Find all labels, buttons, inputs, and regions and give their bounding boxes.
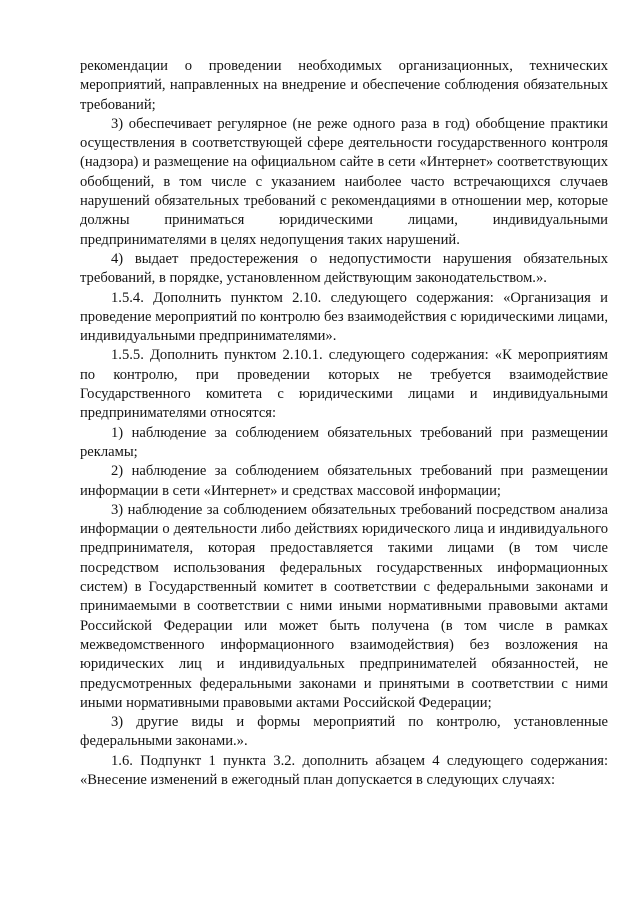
paragraph-1-5-4: 1.5.4. Дополнить пунктом 2.10. следующего содержания: «Организация и проведение мероприятий по контролю без взаимодействия с юридическими лицами, индивидуальными предпринимателями». <box>80 289 608 345</box>
paragraph-item-1-advertising: 1) наблюдение за соблюдением обязательных требований при размещении рекламы; <box>80 424 608 460</box>
paragraph-1-6: 1.6. Подпункт 1 пункта 3.2. дополнить абзацем 4 следующего содержания: «Внесение изменений в ежегодный план допускается в следующих случаях: <box>80 752 608 788</box>
paragraph-continuation: рекомендации о проведении необходимых организационных, технических мероприятий, направленных на внедрение и обеспечение соблюдения обязательных требований; <box>80 58 608 113</box>
paragraph-item-4-warnings: 4) выдает предостережения о недопустимости нарушения обязательных требований, в порядке, установленном действующим законодательством.». <box>80 250 608 287</box>
paragraph-item-3-other-forms: 3) другие виды и формы мероприятий по контролю, установленные федеральными законами.». <box>80 714 608 750</box>
paragraph-1-5-5: 1.5.5. Дополнить пунктом 2.10.1. следующего содержания: «К мероприятиям по контролю, при проведении которых не требуется взаимодействие Государственного комитета с юридическими лицами и индивидуальными предпринимателями относятся: <box>80 347 608 422</box>
paragraph-item-3-analysis: 3) наблюдение за соблюдением обязательных требований посредством анализа информации о деятельности либо действиях юридического лица и индивидуального предпринимателя, которая предоставляется такими лицами (в том числе посредством использования федеральных государственных информационных систем) в Государственный комитет в соответствии с федеральными законами и принимаемыми в соответствии с ними иными нормативными правовыми актами Российской Федерации или может быть получена (в том числе в рамках межведомственного информационного взаимодействия) без возложения на юридических лиц и индивидуальных предпринимателей обязанностей, не предусмотренных федеральными законами и принятыми в соответствии с ними иными нормативными правовыми актами Российской Федерации; <box>80 501 608 711</box>
paragraph-item-2-internet: 2) наблюдение за соблюдением обязательных требований при размещении информации в сети «Интернет» и средствах массовой информации; <box>80 463 608 499</box>
paragraph-item-3-generalization: 3) обеспечивает регулярное (не реже одного раза в год) обобщение практики осуществления в соответствующей сфере деятельности государственного контроля (надзора) и размещение на официальном сайте в сети «Интернет» соответствующих обобщений, в том числе с указанием наиболее часто встречающихся случаев нарушений обязательных требований с рекомендациями в отношении мер, которые должны приниматься юридическими лицами, индивидуальными предпринимателями в целях недопущения таких нарушений. <box>80 115 608 248</box>
document-body <box>80 57 608 790</box>
